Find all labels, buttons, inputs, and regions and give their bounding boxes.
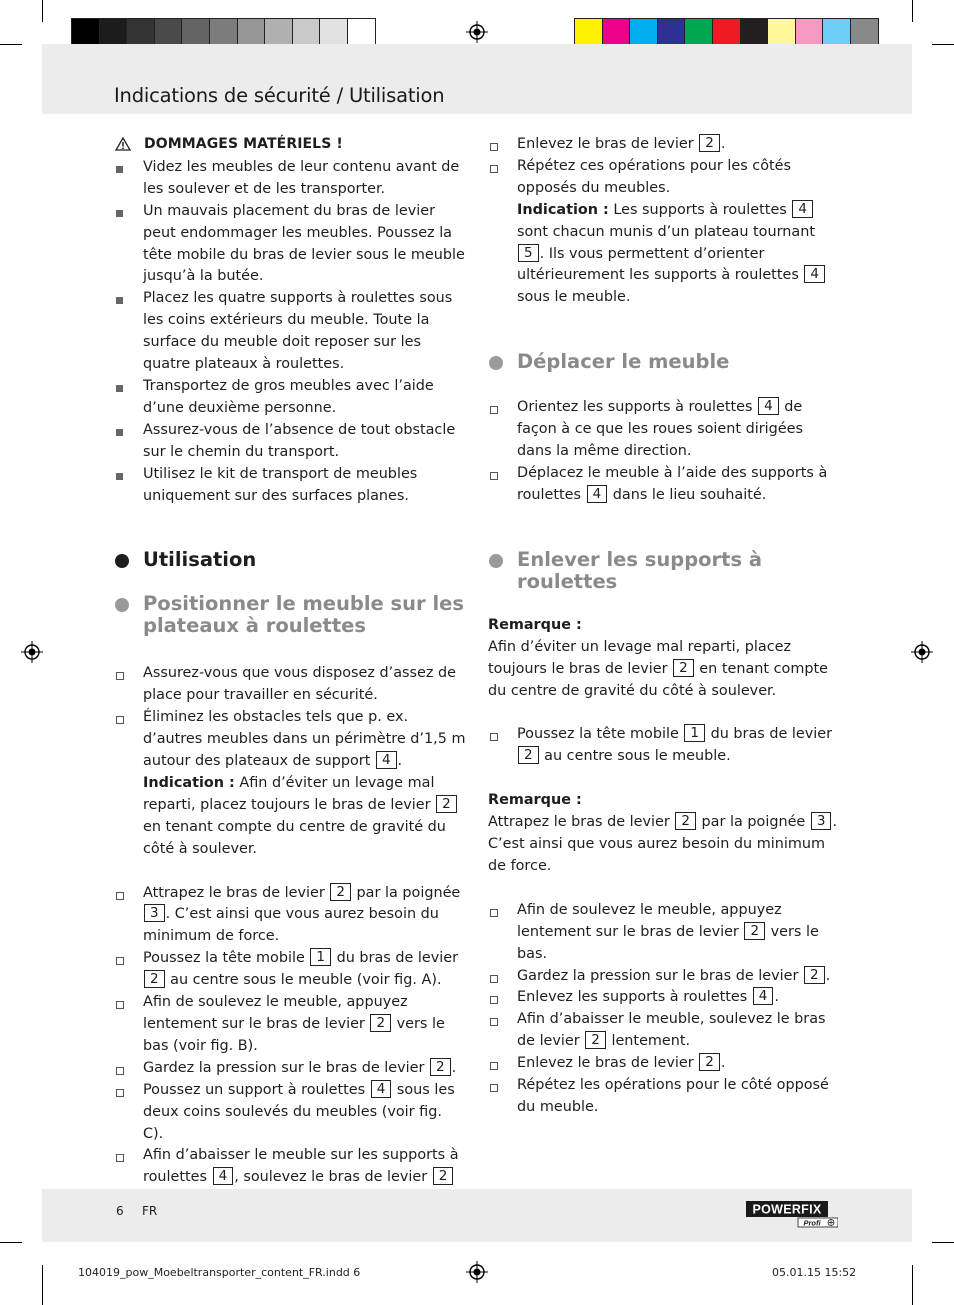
checkbox-bullet-icon: [490, 143, 498, 151]
ref-number: 4: [587, 485, 608, 503]
heading-deplacer: Déplacer le meuble: [488, 351, 838, 373]
bullet-dot-icon: [489, 356, 503, 370]
square-bullet-icon: [116, 429, 123, 436]
list-item: Éliminez les obstacles tels que p. ex. d’autres meubles dans un périmètre d’1,5 m autour des plateaux de support 4 . Indication : Afin d’éviter un levage mal reparti, placez toujours le bras de levier 2 en tenant compte du centre de gravité du côté à soulever.: [114, 707, 466, 860]
color-swatch: [264, 18, 293, 46]
file-name: 104019_pow_Moebeltransporter_content_FR.indd 6: [78, 1266, 361, 1279]
svg-text:POWERFIX: POWERFIX: [752, 1202, 822, 1217]
list-item: Un mauvais placement du bras de levier peut endommager les meubles. Poussez la tête mobile du bras de levier sous le meuble jusqu’à la butée.: [114, 201, 466, 289]
color-swatch: [319, 18, 348, 46]
list-item: Gardez la pression sur le bras de levier 2 .: [488, 966, 838, 988]
color-swatch: [850, 18, 879, 46]
steps-list: [114, 663, 466, 860]
square-bullet-icon: [116, 385, 123, 392]
language-code: FR: [142, 1204, 158, 1218]
ref-number: 1: [684, 724, 705, 742]
bullet-dot-icon: [115, 554, 129, 568]
registration-mark-icon: [21, 641, 43, 663]
list-item: Afin d’abaisser le meuble sur les supports à roulettes 4 , soulevez le bras de levier 2: [114, 1145, 466, 1211]
ref-number: 2: [673, 659, 694, 677]
ref-number: 4: [753, 987, 774, 1005]
ref-number: 2: [518, 746, 539, 764]
list-item: Transportez de gros meubles avec l’aide d’une deuxième personne.: [114, 376, 466, 420]
ref-number: 4: [376, 751, 397, 769]
bullet-dot-icon: [489, 554, 503, 568]
indication-label: Indication :: [143, 774, 235, 791]
ref-number: 2: [699, 1053, 720, 1071]
color-swatch: [181, 18, 210, 46]
list-item: Répétez ces opérations pour les côtés opposés du meubles. Indication : Les supports à roulettes 4 sont chacun munis d’un plateau tournant 5 . Ils vous permettent d’orienter ultérieurement les supports à roulettes 4 sous le meuble.: [488, 156, 838, 309]
list-item: Attrapez le bras de levier 2 par la poignée 3 . C’est ainsi que vous aurez besoin du minimum de force.: [114, 883, 466, 949]
checkbox-bullet-icon: [116, 892, 124, 900]
ref-number: 2: [804, 966, 825, 984]
steps-list: [488, 397, 838, 507]
steps-list: [488, 134, 838, 309]
list-item: Poussez un support à roulettes 4 sous les deux coins soulevés du meubles (voir fig. C).: [114, 1080, 466, 1146]
list-item: Assurez-vous que vous disposez d’assez de place pour travailler en sécurité.: [114, 663, 466, 707]
ref-number: 2: [370, 1014, 391, 1032]
color-swatch: [126, 18, 155, 46]
checkbox-bullet-icon: [116, 1154, 124, 1162]
ref-number: 4: [371, 1080, 392, 1098]
registration-mark-icon: [466, 21, 488, 43]
checkbox-bullet-icon: [490, 909, 498, 917]
crop-mark: [932, 1242, 954, 1243]
color-swatch: [99, 18, 128, 46]
date-time: 05.01.15 15:52: [772, 1266, 857, 1279]
list-item: Gardez la pression sur le bras de levier 2 .: [114, 1058, 466, 1080]
checkbox-bullet-icon: [490, 975, 498, 983]
ref-number: 2: [436, 795, 457, 813]
checkbox-bullet-icon: [116, 957, 124, 965]
list-item: Assurez-vous de l’absence de tout obstacle sur le chemin du transport.: [114, 420, 466, 464]
list-item: Afin de soulevez le meuble, appuyez lentement sur le bras de levier 2 vers le bas.: [488, 900, 838, 966]
ref-number: 2: [430, 1058, 451, 1076]
list-item: Placez les quatre supports à roulettes sous les coins extérieurs du meuble. Toute la surface du meuble doit reposer sur les quatre plateaux à roulettes.: [114, 288, 466, 376]
indication-label: Indication :: [517, 201, 609, 218]
color-swatch: [795, 18, 824, 46]
checkbox-bullet-icon: [490, 1062, 498, 1070]
square-bullet-icon: [116, 210, 123, 217]
color-swatch: [237, 18, 266, 46]
crop-mark: [0, 1242, 22, 1243]
ref-number: 3: [144, 904, 165, 922]
svg-text:Profi: Profi: [803, 1218, 821, 1228]
checkbox-bullet-icon: [490, 406, 498, 414]
list-item: Poussez la tête mobile 1 du bras de levier 2 au centre sous le meuble.: [488, 724, 838, 768]
ref-number: 3: [811, 812, 832, 830]
checkbox-bullet-icon: [490, 1018, 498, 1026]
remark-text: Attrapez le bras de levier 2 par la poignée 3 . C’est ainsi que vous aurez besoin du minimum de force.: [488, 813, 838, 874]
heading-positionner: Positionner le meuble sur les plateaux à roulettes: [114, 593, 466, 637]
crop-mark: [932, 44, 954, 45]
steps-list: [488, 724, 838, 768]
checkbox-bullet-icon: [490, 1084, 498, 1092]
square-bullet-icon: [116, 166, 123, 173]
registration-mark-icon: [911, 641, 933, 663]
crop-mark: [42, 1265, 43, 1305]
checkbox-bullet-icon: [490, 165, 498, 173]
heading-enlever: Enlever les supports à roulettes: [488, 549, 838, 593]
warning-title: DOMMAGES MATÉRIELS !: [144, 136, 343, 152]
ref-number: 4: [213, 1167, 234, 1185]
list-item: Videz les meubles de leur contenu avant de les soulever et de les transporter.: [114, 157, 466, 201]
list-item: Enlevez les supports à roulettes 4 .: [488, 987, 838, 1009]
color-swatch: [629, 18, 658, 46]
ref-number: 5: [518, 244, 539, 262]
checkbox-bullet-icon: [490, 733, 498, 741]
checkbox-bullet-icon: [116, 1067, 124, 1075]
crop-mark: [0, 44, 22, 45]
color-swatch: [292, 18, 321, 46]
remark-label: Remarque :: [488, 616, 582, 633]
crop-mark: [912, 1265, 913, 1305]
right-column: [488, 134, 838, 1119]
ref-number: 2: [675, 812, 696, 830]
ref-number: 2: [699, 134, 720, 152]
color-swatch: [347, 18, 376, 46]
checkbox-bullet-icon: [116, 1001, 124, 1009]
checkbox-bullet-icon: [116, 1089, 124, 1097]
steps-list: [114, 883, 466, 1212]
list-item: Afin de soulevez le meuble, appuyez lentement sur le bras de levier 2 vers le bas (voir fig. B).: [114, 992, 466, 1058]
ref-number: 4: [758, 397, 779, 415]
color-swatch: [71, 18, 100, 46]
powerfix-logo: [746, 1200, 838, 1228]
bullet-dot-icon: [115, 598, 129, 612]
square-bullet-icon: [116, 297, 123, 304]
ref-number: 4: [792, 200, 813, 218]
color-swatch: [154, 18, 183, 46]
heading-utilisation: Utilisation: [114, 549, 466, 571]
page-title: Indications de sécurité / Utilisation: [114, 84, 445, 107]
color-swatch: [767, 18, 796, 46]
ref-number: 2: [433, 1167, 454, 1185]
color-swatch: [657, 18, 686, 46]
crop-mark: [912, 0, 913, 22]
list-item: Orientez les supports à roulettes 4 de façon à ce que les roues soient dirigées dans la même direction.: [488, 397, 838, 463]
registration-mark-icon: [466, 1261, 488, 1283]
checkbox-bullet-icon: [116, 716, 124, 724]
ref-number: 1: [310, 948, 331, 966]
crop-mark: [42, 0, 43, 22]
list-item: Déplacez le meuble à l’aide des supports à roulettes 4 dans le lieu souhaité.: [488, 463, 838, 507]
color-swatch: [740, 18, 769, 46]
warning-triangle-icon: [115, 137, 131, 151]
steps-list: [488, 900, 838, 1119]
list-item: Enlevez le bras de levier 2 .: [488, 1053, 838, 1075]
color-swatch: [822, 18, 851, 46]
color-swatch: [209, 18, 238, 46]
warning-list: [114, 157, 466, 508]
list-item: Afin d’abaisser le meuble, soulevez le bras de levier 2 lentement.: [488, 1009, 838, 1053]
list-item: Poussez la tête mobile 1 du bras de levier 2 au centre sous le meuble (voir fig. A).: [114, 948, 466, 992]
remark-label: Remarque :: [488, 792, 582, 809]
left-column: [114, 134, 466, 1211]
checkbox-bullet-icon: [116, 672, 124, 680]
ref-number: 2: [585, 1031, 606, 1049]
color-swatch: [574, 18, 603, 46]
list-item: Répétez les opérations pour le côté opposé du meuble.: [488, 1075, 838, 1119]
ref-number: 2: [330, 883, 351, 901]
page-number: 6: [116, 1204, 124, 1218]
ref-number: 4: [804, 265, 825, 283]
color-swatch: [602, 18, 631, 46]
checkbox-bullet-icon: [490, 996, 498, 1004]
ref-number: 2: [144, 970, 165, 988]
list-item: Enlevez le bras de levier 2 .: [488, 134, 838, 156]
color-swatch: [712, 18, 741, 46]
color-swatch: [684, 18, 713, 46]
square-bullet-icon: [116, 473, 123, 480]
ref-number: 2: [744, 922, 765, 940]
list-item: Utilisez le kit de transport de meubles uniquement sur des surfaces planes.: [114, 464, 466, 508]
checkbox-bullet-icon: [490, 472, 498, 480]
warning-heading: [114, 134, 466, 156]
remark-text: Afin d’éviter un levage mal reparti, placez toujours le bras de levier 2 en tenant compte du centre de gravité du côté à soulever.: [488, 638, 828, 699]
